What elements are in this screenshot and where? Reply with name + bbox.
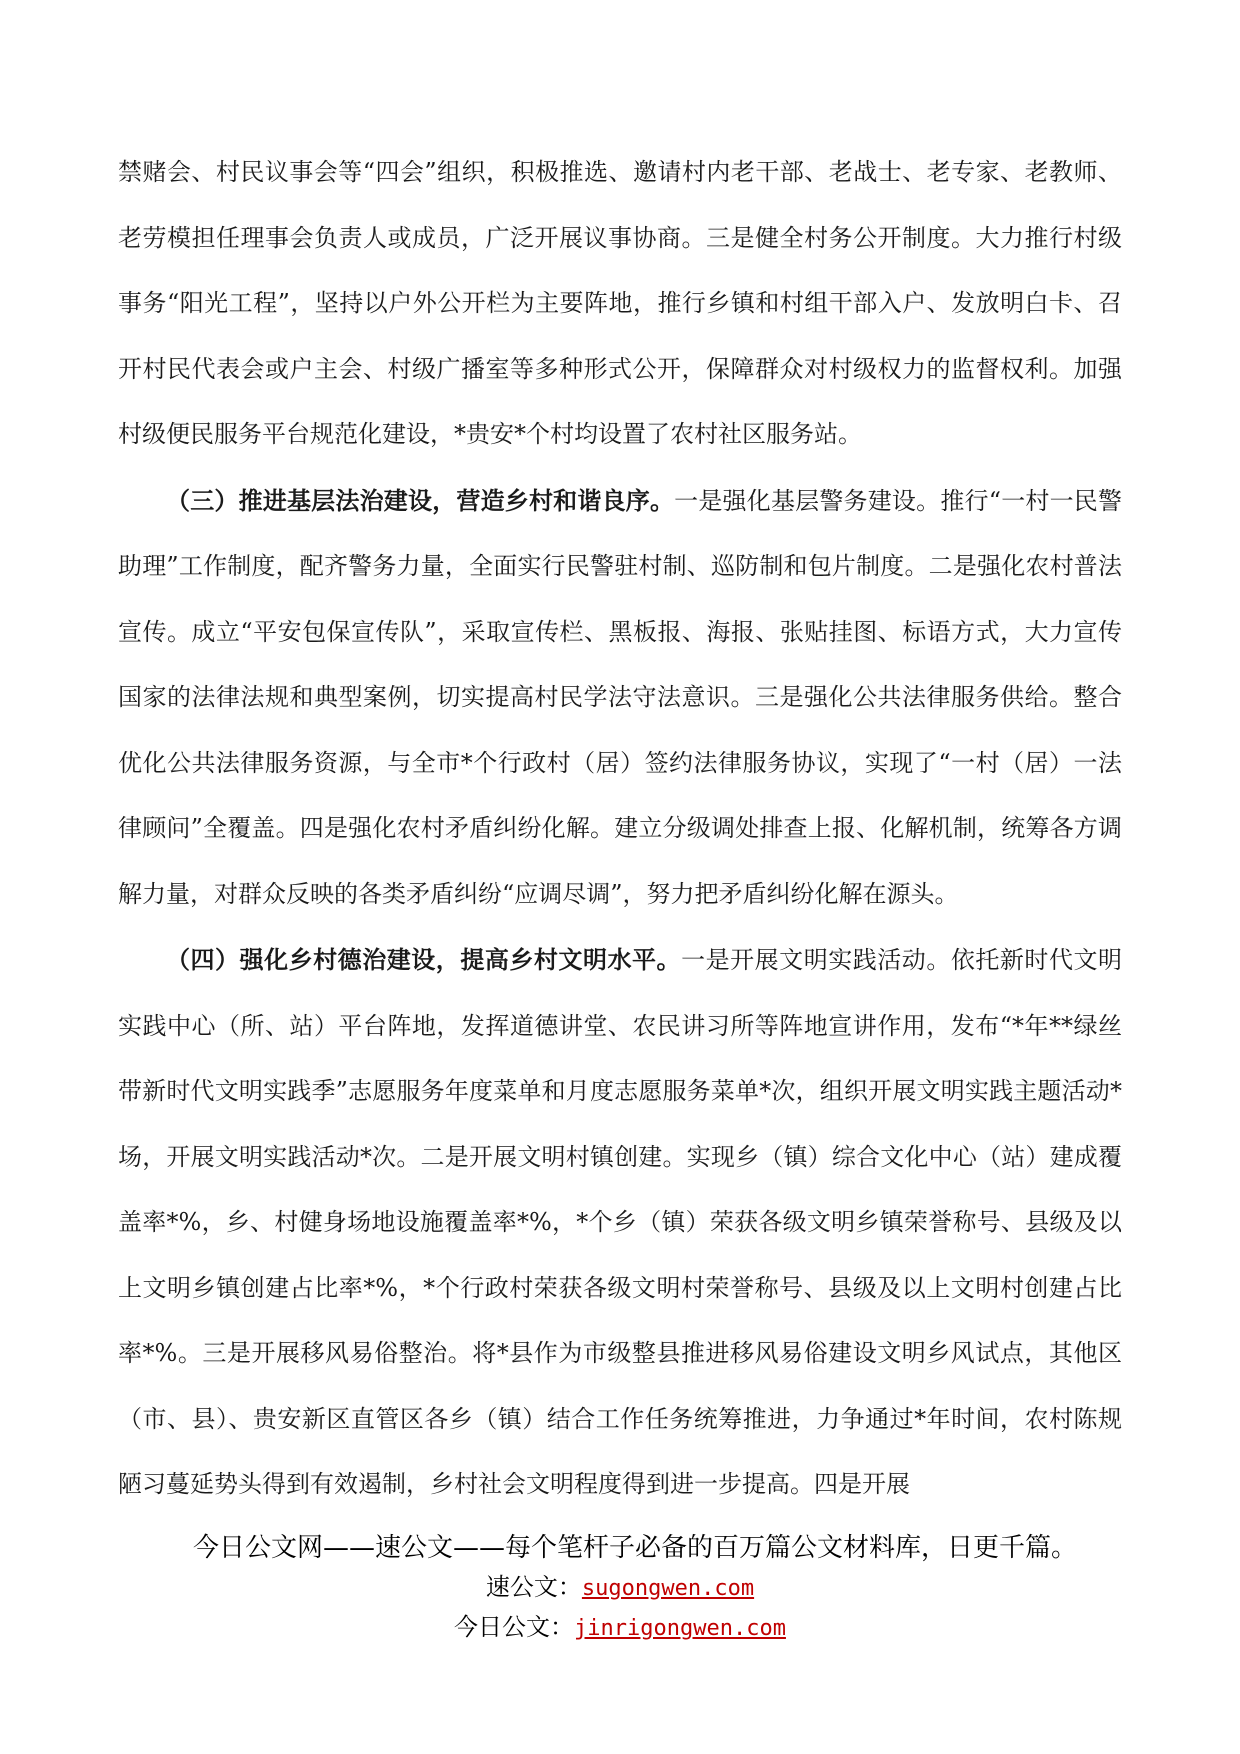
footer-line-sugongwen xyxy=(0,1568,1240,1608)
footer-banner: 今日公文网——速公文——每个笔杆子必备的百万篇公文材料库，日更千篇。 xyxy=(192,1533,1077,1563)
paragraph-rule-of-law xyxy=(118,468,1122,928)
paragraph-rule-of-virtue xyxy=(118,927,1122,1518)
section-heading-3: （三）推进基层法治建设，营造乡村和谐良序。 xyxy=(166,485,675,515)
paragraph-continuation: 禁赌会、村民议事会等“四会”组织，积极推选、邀请村内老干部、老战士、老专家、老教师、老劳模担任理事会负责人或成员，广泛开展议事协商。三是健全村务公开制度。大力推行村级事务“阳光工程”，坚持以户外公开栏为主要阵地，推行乡镇和村组干部入户、发放明白卡、召开村民代表会或户主会、村级广播室等多种形式公开，保障群众对村级权力的监督权利。加强村级便民服务平台规范化建设，*贵安*个村均设置了农村社区服务站。 xyxy=(118,158,1122,448)
site-footer xyxy=(0,1528,1240,1648)
footer-label-sugongwen: 速公文： xyxy=(485,1573,582,1601)
footer-label-jinrigongwen: 今日公文： xyxy=(454,1613,575,1641)
jinrigongwen-link[interactable]: jinrigongwen.com xyxy=(574,1616,786,1641)
sugongwen-link[interactable]: sugongwen.com xyxy=(581,1576,755,1601)
section-heading-4: （四）强化乡村德治建设，提高乡村文明水平。 xyxy=(166,945,682,974)
section-body-4: 一是开展文明实践活动。依托新时代文明实践中心（所、站）平台阵地，发挥道德讲堂、农民讲习所等阵地宣讲作用，发布“*年**绿丝带新时代文明实践季”志愿服务年度菜单和月度志愿服务菜单*次，组织开展文明实践主题活动*场，开展文明实践活动*次。二是开展文明村镇创建。实现乡（镇）综合文化中心（站）建成覆盖率*%，乡、村健身场地设施覆盖率*%，*个乡（镇）荣获各级文明乡镇荣誉称号、县级及以上文明乡镇创建占比率*%，*个行政村荣获各级文明村荣誉称号、县级及以上文明村创建占比率*%。三是开展移风易俗整治。将*县作为市级整县推进移风易俗建设文明乡风试点，其他区（市、县）、贵安新区直管区各乡（镇）结合工作任务统筹推进，力争通过*年时间，农村陈规陋习蔓延势头得到有效遏制，乡村社会文明程度得到进一步提高。四是开展 xyxy=(118,946,1123,1498)
section-body-3: 一是强化基层警务建设。推行“一村一民警助理”工作制度，配齐警务力量，全面实行民警驻村制、巡防制和包片制度。二是强化农村普法宣传。成立“平安包保宣传队”，采取宣传栏、黑板报、海报、张贴挂图、标语方式，大力宣传国家的法律法规和典型案例，切实提高村民学法守法意识。三是强化公共法律服务供给。整合优化公共法律服务资源，与全市*个行政村（居）签约法律服务协议，实现了“一村（居）一法律顾问”全覆盖。四是强化农村矛盾纠纷化解。建立分级调处排查上报、化解机制，统筹各方调解力量，对群众反映的各类矛盾纠纷“应调尽调”，努力把矛盾纠纷化解在源头。 xyxy=(118,486,1122,908)
footer-line-jinrigongwen xyxy=(0,1608,1240,1648)
document-body xyxy=(118,140,1122,1518)
